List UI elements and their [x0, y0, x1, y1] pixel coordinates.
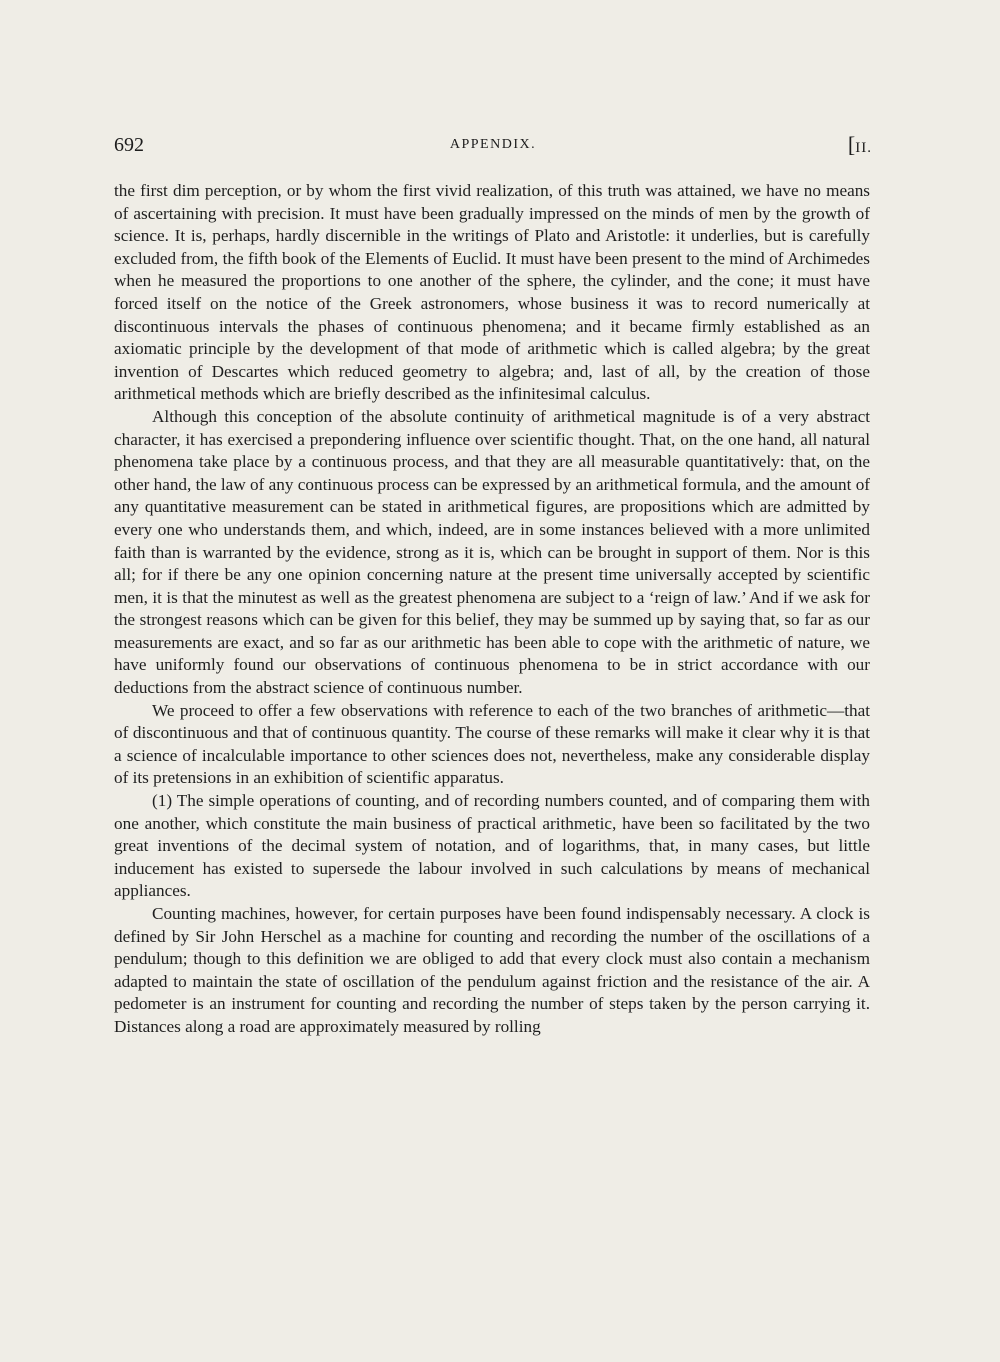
running-title: APPENDIX.: [449, 137, 537, 152]
paragraph: We proceed to offer a few observations with reference to each of the two branches of arithmetic—that of discontinuous and that of continuous quantity. The course of these remarks will make it clear why it is that a science of incalculable importance to other sciences does not, nevertheless, make any considerable display of its pretensions in an exhibition of scientific apparatus.: [114, 700, 870, 788]
paragraph: (1) The simple operations of counting, and of recording numbers counted, and of comparing them with one another, which constitute the main business of practical arithmetic, have been so facilitated by the two great inventions of the decimal system of notation, and of logarithms, that, in many cases, but little inducement has existed to supersede the labour involved in such calculations by means of mechanical appliances.: [114, 791, 870, 901]
page-number: 692: [114, 134, 144, 156]
paragraph: Although this conception of the absolute continuity of arithmetical magnitude is of a very abstract character, it has exercised a prepondering influence over scientific thought. That, on the one hand, all natural phenomena take place by a continuous process, and that they are all measurable quantitatively: that, on the other hand, the law of any continuous process can be expressed by an arithmetical formula, and the amount of any quantitative measurement can be stated in arithmetical figures, are propositions which are admitted by every one who understands them, and which, indeed, are in some instances believed with a more unlimited faith than is warranted by the evidence, strong as it is, which can be brought in support of them. Nor is this all; for if there be any one opinion concerning nature at the present time universally accepted by scientific men, it is that the minutest as well as the greatest phenomena are subject to a ‘reign of law.’ And if we ask for the strongest reasons which can be given for this belief, they may be summed up by saying that, so far as our measurements are exact, and so far as our arithmetic has been able to cope with the arithmetic of nature, we have uniformly found our observations of continuous phenomena to be in strict accordance with our deductions from the abstract science of continuous number.: [114, 406, 871, 698]
paragraph-continuation: the first dim perception, or by whom the first vivid realization, of this truth was attained, we have no means of ascertaining with precision. It must have been gradually impressed on the minds of men by the growth of science. It is, perhaps, hardly discernible in the writings of Plato and Aristotle: it underlies, but is carefully excluded from, the fifth book of the Elements of Euclid. It must have been present to the mind of Archimedes when he measured the proportions to one another of the sphere, the cylinder, and the cone; it must have forced itself on the notice of the Greek astronomers, whose business it was to record numerically at discontinuous intervals the phases of continuous phenomena; and it became firmly established as an axiomatic principle by the development of that mode of arithmetic which is called algebra; by the great invention of Descartes which reduced geometry to algebra; and, last of all, by the creation of those arithmetical methods which are briefly described as the infinitesimal calculus.: [114, 181, 870, 404]
chapter-mark: [848, 132, 872, 158]
running-head: [114, 134, 872, 164]
chapter-bracket: [: [847, 132, 856, 157]
paragraph: Counting machines, however, for certain purposes have been found indispensably necessary. A clock is defined by Sir John Herschel as a machine for counting and recording the number of the oscillations of a pendulum; though to this definition we are obliged to add that every clock must also contain a mechanism adapted to maintain the state of oscillation of the pendulum against friction and the resistance of the air. A pedometer is an instrument for counting and recording the number of steps taken by the person carrying it. Distances along a road are approximately measured by rolling: [114, 904, 870, 1036]
body-text: [114, 180, 870, 1039]
chapter-numeral: II.: [855, 140, 872, 156]
